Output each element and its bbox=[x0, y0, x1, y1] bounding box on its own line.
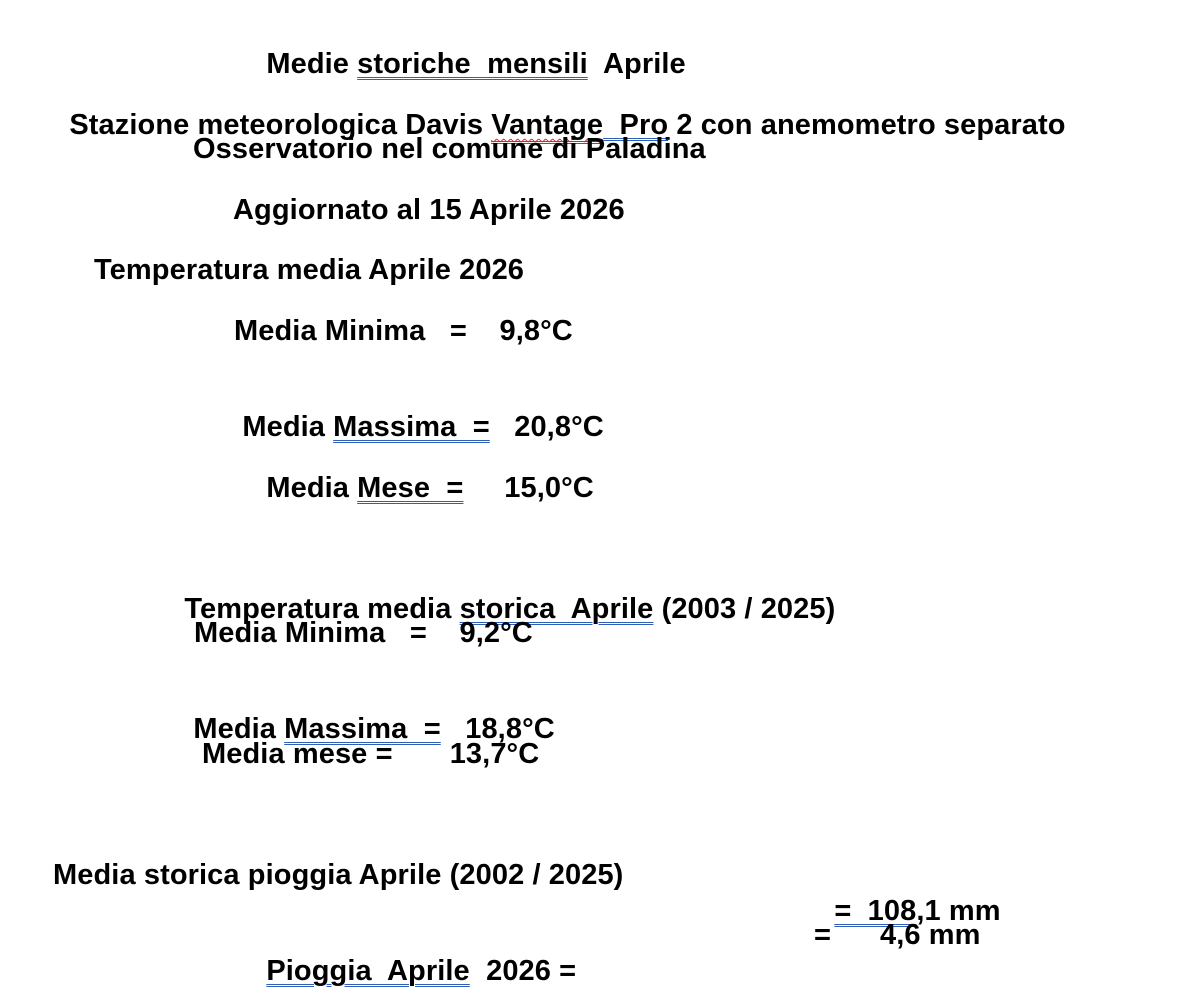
title-part: Aprile bbox=[587, 48, 686, 80]
current-temperature-heading: Temperatura media Aprile 2026 bbox=[94, 254, 525, 286]
updated-line: Aggiornato al 15 Aprile 2026 bbox=[233, 194, 625, 226]
historic-min-line: Media Minima = 9,2°C bbox=[194, 617, 533, 649]
current-month-line bbox=[250, 434, 594, 506]
station-model-text: Vantage bbox=[491, 109, 604, 141]
current-month-value: 15,0°C bbox=[463, 472, 594, 504]
historic-rain-label: Media storica pioggia Aprile (2002 / 2025) bbox=[53, 859, 624, 891]
current-rain-value: = 4,6 mm bbox=[814, 919, 981, 951]
historic-rain-value-underlined: = 108 bbox=[834, 895, 917, 927]
current-rain-label-underlined: Pioggia Aprile bbox=[266, 955, 470, 987]
current-rain-label bbox=[250, 917, 576, 989]
current-rain-label-rest: 2026 = bbox=[469, 955, 577, 987]
historic-heading-part: Temperatura media bbox=[184, 593, 460, 625]
current-max-part: Media bbox=[242, 411, 334, 443]
historic-rain-value-rest: ,1 mm bbox=[916, 895, 1001, 927]
historic-max-underlined: Massima = bbox=[284, 713, 441, 745]
title-part: Medie bbox=[266, 48, 358, 80]
current-min-line: Media Minima = 9,8°C bbox=[234, 315, 573, 347]
title-underlined-part: storiche mensili bbox=[357, 48, 588, 80]
observatory-line: Osservatorio nel comune di Paladina bbox=[193, 133, 706, 165]
historic-month-line: Media mese = 13,7°C bbox=[202, 738, 540, 770]
station-part: 2 con anemometro separato bbox=[668, 109, 1066, 141]
station-pro-word: Pro bbox=[619, 109, 669, 141]
current-month-part: Media bbox=[266, 472, 358, 504]
station-part: Stazione meteorologica Davis bbox=[69, 109, 492, 141]
current-month-underlined: Mese = bbox=[357, 472, 464, 504]
current-max-value: 20,8°C bbox=[489, 411, 604, 443]
historic-max-value: 18,8°C bbox=[440, 713, 555, 745]
historic-heading-underlined: storica Aprile bbox=[459, 593, 654, 625]
historic-heading-period: (2003 / 2025) bbox=[653, 593, 836, 625]
current-max-underlined: Massima = bbox=[333, 411, 490, 443]
historic-max-part: Media bbox=[193, 713, 285, 745]
